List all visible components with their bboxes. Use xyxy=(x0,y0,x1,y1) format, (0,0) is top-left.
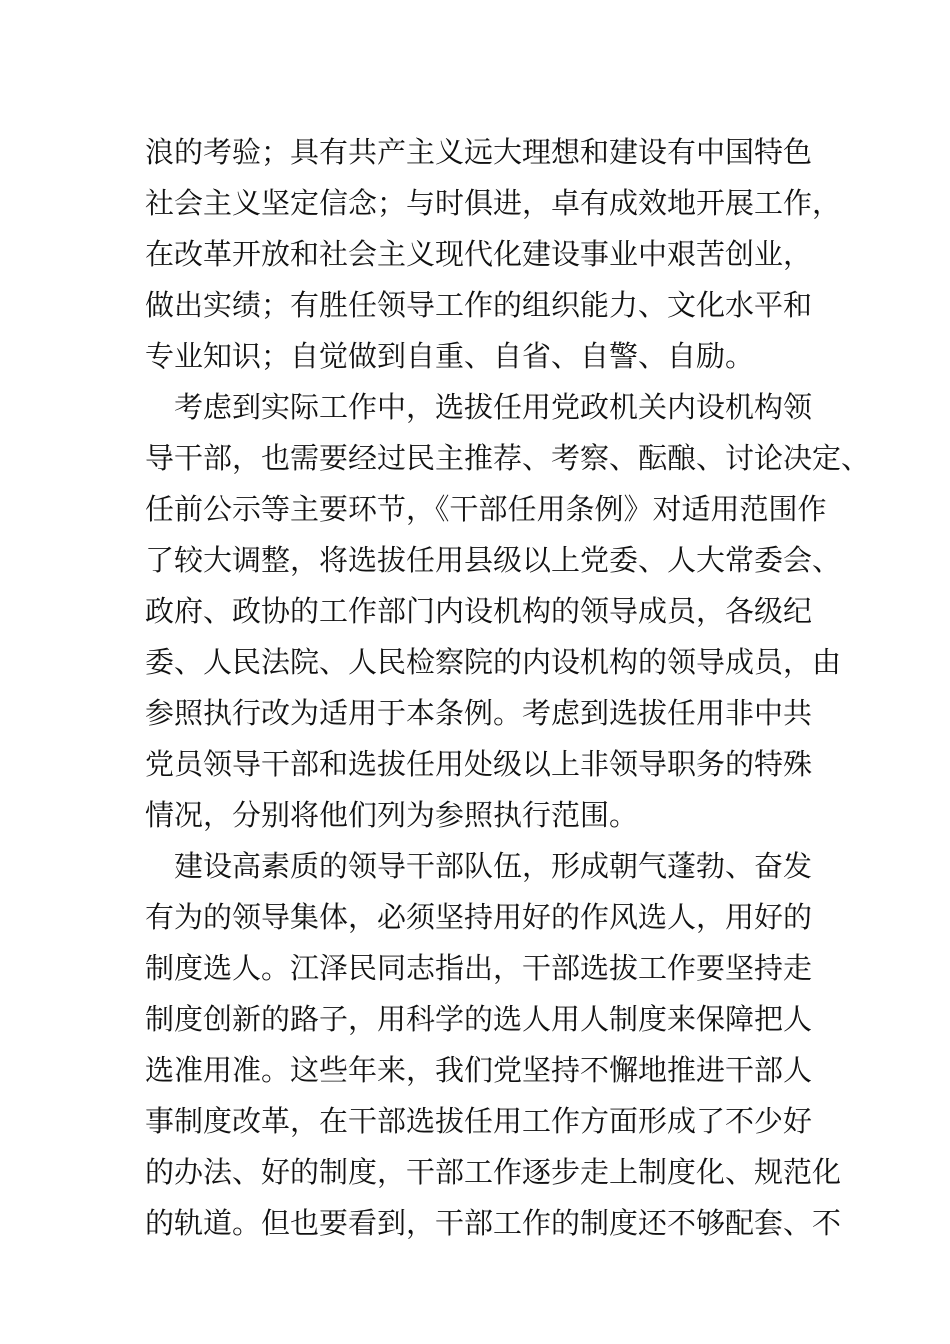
text-line: 制度选人。江泽民同志指出，干部选拔工作要坚持走 xyxy=(145,951,813,985)
text-line: 在改革开放和社会主义现代化建设事业中艰苦创业， xyxy=(145,237,813,271)
text-line: 考虑到实际工作中，选拔任用党政机关内设机构领 xyxy=(145,390,813,424)
text-line: 参照执行改为适用于本条例。考虑到选拔任用非中共 xyxy=(145,696,813,730)
text-line: 专业知识；自觉做到自重、自省、自警、自励。 xyxy=(145,339,755,373)
text-line: 情况，分别将他们列为参照执行范围。 xyxy=(145,798,639,832)
text-line: 了较大调整，将选拔任用县级以上党委、人大常委会、 xyxy=(145,543,842,577)
text-line: 委、人民法院、人民检察院的内设机构的领导成员，由 xyxy=(145,645,842,679)
text-line: 建设高素质的领导干部队伍，形成朝气蓬勃、奋发 xyxy=(145,849,813,883)
text-line: 的办法、好的制度，干部工作逐步走上制度化、规范化 xyxy=(145,1155,842,1189)
text-line: 社会主义坚定信念；与时俱进，卓有成效地开展工作， xyxy=(145,186,842,220)
text-line: 任前公示等主要环节，《干部任用条例》对适用范围作 xyxy=(145,492,827,526)
text-line: 导干部，也需要经过民主推荐、考察、酝酿、讨论决定、 xyxy=(145,441,871,475)
text-line: 制度创新的路子，用科学的选人用人制度来保障把人 xyxy=(145,1002,813,1036)
document-body xyxy=(145,127,871,1249)
text-line: 选准用准。这些年来，我们党坚持不懈地推进干部人 xyxy=(145,1053,813,1087)
text-line: 有为的领导集体，必须坚持用好的作风选人，用好的 xyxy=(145,900,813,934)
text-line: 党员领导干部和选拔任用处级以上非领导职务的特殊 xyxy=(145,747,813,781)
text-line: 的轨道。但也要看到，干部工作的制度还不够配套、不 xyxy=(145,1206,842,1240)
text-line: 政府、政协的工作部门内设机构的领导成员，各级纪 xyxy=(145,594,813,628)
text-line: 浪的考验；具有共产主义远大理想和建设有中国特色 xyxy=(145,135,813,169)
text-line: 事制度改革，在干部选拔任用工作方面形成了不少好 xyxy=(145,1104,813,1138)
text-line: 做出实绩；有胜任领导工作的组织能力、文化水平和 xyxy=(145,288,813,322)
